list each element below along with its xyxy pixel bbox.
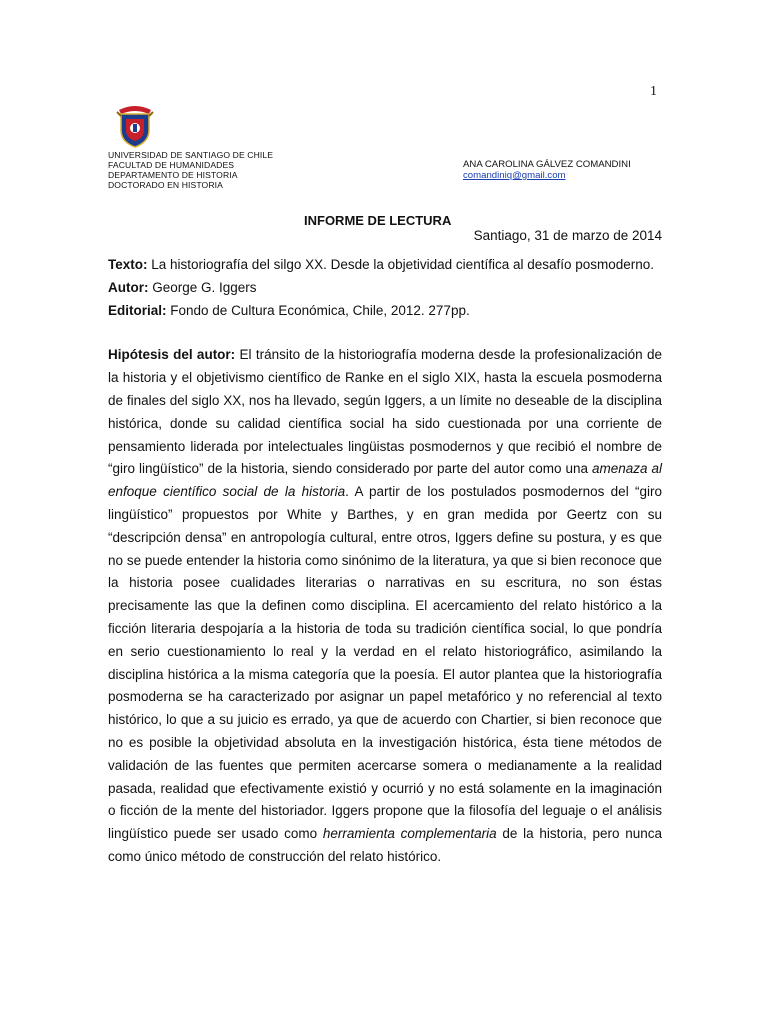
hypothesis-label: Hipótesis del autor:: [108, 347, 236, 363]
texto-line: [108, 254, 662, 277]
autor-value: George G. Iggers: [148, 279, 257, 295]
hypothesis-text: de la historia, pero nunca como único método de construcción del relato histórico.: [108, 826, 662, 864]
autor-line: [108, 277, 662, 300]
editorial-label: Editorial:: [108, 302, 167, 318]
hypothesis-text: . A partir de los postulados posmodernos del “giro lingüístico” propuestos por White y Barthes, y en gran medida por Geertz con su “descripción densa” en antropología cultural, entre otros, Iggers define su postura, y es que no se puede entender la historia como sinónimo de la literatura, ya que si bien reconoce que la historia posee cualidades literarias o narrativas en su escritura, no son éstas precisamente las que la definen como disciplina. El acercamiento del relato histórico a la ficción literaria despojaría a la historia de toda su tradición científica social, lo que pondría en serio cuestionamiento lo real y la verdad en el relato historiográfico, asimilando la disciplina histórica a la misma categoría que la poesía. El autor plantea que la historiografía posmoderna se ha caracterizado por asignar un papel metafórico y no referencial al texto histórico, lo que a su juicio es errado, ya que de acuerdo con Chartier, si bien reconoce que no es posible la objetividad absoluta en la investigación histórica, ésta tiene métodos de validación de las fuentes que permiten acercarse somera o medianamente a la realidad pasada, realidad que efectivamente existió y ocurrió y no está solamente en la imaginación o ficción de la mente del historiador. Iggers propone que la filosofía del leguaje o el análisis lingüístico puede ser usado como: [108, 484, 662, 842]
editorial-line: [108, 300, 662, 323]
institution-line: DEPARTAMENTO DE HISTORIA: [108, 170, 238, 180]
autor-label: Autor:: [108, 279, 149, 295]
institution-line: UNIVERSIDAD DE SANTIAGO DE CHILE: [108, 150, 274, 160]
university-crest-icon: [115, 102, 155, 148]
hypothesis-text: El tránsito de la historiografía moderna desde la profesionalización de la historia y el objetivismo científico de Ranke en el siglo XIX, hasta la escuela posmoderna de finales del siglo XX, nos ha llevado, según Iggers, a un límite no deseable de la disciplina histórica, donde su calidad científica social ha sido cuestionada por una corriente de pensamiento liderada por intelectuales lingüistas posmodernos y que recibió el nombre de “giro lingüístico” de la historia, siendo considerado por parte del autor como una: [108, 347, 663, 477]
institution-block: [108, 150, 273, 190]
editorial-value: Fondo de Cultura Económica, Chile, 2012. 277pp.: [166, 302, 470, 318]
hypothesis-paragraph: [108, 344, 662, 868]
author-email-link[interactable]: comandiniq@gmail.com: [463, 170, 566, 181]
report-body: [108, 254, 662, 869]
author-block: [463, 159, 631, 181]
report-date: Santiago, 31 de marzo de 2014: [473, 228, 662, 243]
report-title: INFORME DE LECTURA: [304, 213, 452, 228]
institution-line: FACULTAD DE HUMANIDADES: [108, 160, 235, 170]
hypothesis-italic: herramienta complementaria: [322, 826, 497, 842]
author-name: ANA CAROLINA GÁLVEZ COMANDINI: [463, 159, 631, 170]
hypothesis-italic: amenaza al enfoque científico social de la historia: [108, 461, 662, 500]
texto-label: Texto:: [108, 257, 148, 272]
page-number: 1: [650, 84, 657, 99]
institution-line: DOCTORADO EN HISTORIA: [108, 180, 223, 190]
texto-value: La historiografía del silgo XX. Desde la objetividad científica al desafío posmoderno.: [147, 257, 655, 272]
